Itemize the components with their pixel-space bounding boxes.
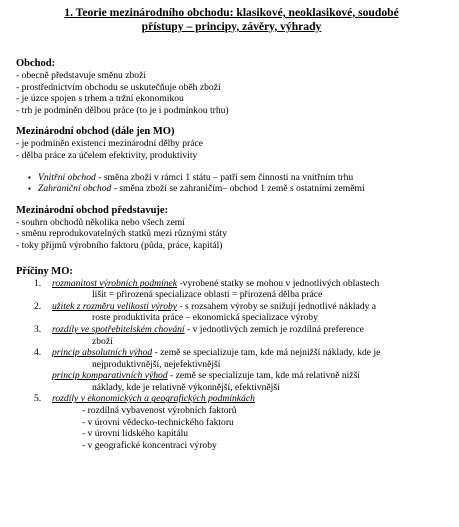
bullet-text: - směna zboží se zahraničím– obchod 1 země s ostatními zeměmi	[111, 183, 365, 195]
cause-item-4	[16, 347, 447, 370]
list-item: - souhrn obchodů několika nebo všech zemí	[16, 216, 185, 228]
title-line-1: 1. Teorie mezinárodního obchodu: klasikové, neoklasikové, soudobé	[64, 6, 399, 19]
cause-continuation: roste produktivita práce – ekonomická specializace výroby	[92, 312, 318, 324]
cause-term: rozmanitost výrobních podmínek	[52, 277, 178, 289]
list-item: - toky příjmů výrobního faktoru (půda, práce, kapitál)	[16, 239, 223, 251]
list-item: - je úzce spojen s trhem a tržní ekonomikou	[16, 93, 184, 105]
cause-text: -vyrobené statky se mohou v jednotlivých oblastech	[177, 277, 380, 289]
cause-term: užitek z rozměru velikosti výroby	[52, 300, 178, 312]
bullet-vnitrni-obchod	[16, 172, 447, 184]
sub-item: - v geografické koncentraci výroby	[82, 439, 217, 451]
bullet-term: Vnitřní obchod	[38, 171, 96, 183]
cause-text: - země se specializuje tam, kde má nejnižší náklady, kde je	[152, 347, 381, 359]
cause-term: princip komparativních výhod	[52, 370, 168, 382]
cause-number: 1.	[34, 277, 42, 289]
cause-item-3	[16, 324, 447, 347]
sub-item: - rozdílná vybavenost výrobních faktorů	[82, 405, 237, 417]
list-item: - je podmíněn existencí mezinárodní dělby práce	[16, 138, 204, 150]
heading-mo-predstavuje: Mezinárodní obchod představuje:	[16, 204, 169, 216]
cause-item-4b	[16, 370, 447, 393]
list-item: - prostřednictvím obchodu se uskutečňuje oběh zboží	[16, 81, 221, 93]
bullet-zahranicni-obchod	[16, 183, 447, 195]
heading-obchod: Obchod:	[16, 58, 56, 69]
cause-item-1	[16, 278, 447, 301]
cause-number: 2.	[34, 300, 42, 312]
cause-continuation: nejproduktivnější, nejefektivnější	[92, 358, 221, 370]
list-item: - směnu reprodukovatelných statků mezi různými státy	[16, 228, 228, 240]
cause-term: rozdíly ve spotřebitelském chování	[52, 323, 185, 335]
cause-text: - v jednotlivých zemích je rozdílná preference	[184, 323, 364, 335]
cause-text: - s rozsahem výroby se snižují jednotlivé náklady a	[177, 300, 377, 312]
cause-text: - země se specializuje tam, kde má relativně nižší	[167, 370, 360, 382]
list-item: - trh je podmíněn dělbou práce (to je i podmínkou trhu)	[16, 104, 229, 116]
bullet-term: Zahraniční obchod	[38, 183, 112, 195]
sub-item: - v úrovni lidského kapitálu	[82, 428, 189, 440]
document-title	[16, 6, 447, 34]
cause-continuation: lišit = přirozená specializace oblastí = přirozená dělba práce	[92, 289, 323, 301]
cause-number: 5.	[34, 393, 42, 405]
list-item: - obecně představuje směnu zboží	[16, 70, 146, 81]
cause-term: rozdíly v ekonomických a geografických podmínkách	[52, 393, 255, 405]
bullet-text: - směna zboží v rámci 1 státu – patří sem činnosti na vnitřním trhu	[95, 171, 354, 183]
cause-term: princip absolutních výhod	[52, 347, 153, 359]
cause-continuation: zboží	[92, 335, 113, 347]
cause-number: 3.	[34, 323, 42, 335]
sub-item: - v úrovni vědecko-technického faktoru	[82, 416, 234, 428]
list-item: - dělba práce za účelem efektivity, produktivity	[16, 149, 198, 161]
cause-number: 4.	[34, 347, 42, 359]
cause-item-2	[16, 301, 447, 324]
heading-mezinarodni-obchod: Mezinárodní obchod (dále jen MO)	[16, 126, 175, 138]
cause-continuation: náklady, kde je relativně výkonnější, efektivnější	[92, 381, 280, 393]
title-line-2: přístupy – principy, závěry, výhrady	[141, 20, 322, 33]
cause-item-5	[16, 393, 447, 405]
heading-priciny-mo: Příčiny MO:	[16, 265, 73, 277]
